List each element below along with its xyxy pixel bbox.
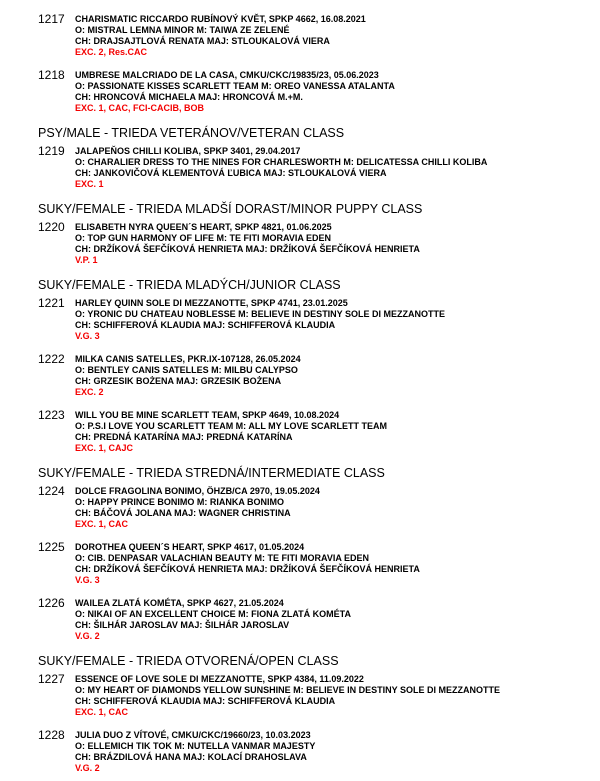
class-header: SUKY/FEMALE - TRIEDA OTVORENÁ/OPEN CLASS xyxy=(38,654,339,668)
catalog-entry xyxy=(38,486,580,530)
entry-breeder-owner: CH: JANKOVIČOVÁ KLEMENTOVÁ ĽUBICA MAJ: STLOUKALOVÁ VIERA xyxy=(75,168,387,178)
entry-parents: O: MY HEART OF DIAMONDS YELLOW SUNSHINE M: BELIEVE IN DESTINY SOLE DI MEZZANOTTE xyxy=(75,685,501,695)
entry-title: DOROTHEA QUEEN´S HEART, SPKP 4617, 01.05.2024 xyxy=(75,542,305,552)
entry-breeder-owner: CH: DRŽÍKOVÁ ŠEFČÍKOVÁ HENRIETA MAJ: DRŽÍKOVÁ ŠEFČÍKOVÁ HENRIETA xyxy=(75,244,420,254)
entry-breeder-owner: CH: PREDNÁ KATARÍNA MAJ: PREDNÁ KATARÍNA xyxy=(75,432,293,442)
class-header: SUKY/FEMALE - TRIEDA MLADŠÍ DORAST/MINOR PUPPY CLASS xyxy=(38,202,423,216)
class-header: SUKY/FEMALE - TRIEDA STREDNÁ/INTERMEDIATE CLASS xyxy=(38,466,385,480)
entry-body xyxy=(75,14,580,58)
entry-number: 1218 xyxy=(38,68,65,82)
entry-breeder-owner: CH: DRAJSAJTLOVÁ RENATA MAJ: STLOUKALOVÁ VIERA xyxy=(75,36,330,46)
entry-parents: O: CIB. DENPASAR VALACHIAN BEAUTY M: TE FITI MORAVIA EDEN xyxy=(75,553,370,563)
entry-result: V.G. 3 xyxy=(75,575,100,585)
entry-breeder-owner: CH: BRÁZDILOVÁ HANA MAJ: KOLACÍ DRAHOSLAVA xyxy=(75,752,307,762)
entry-number: 1227 xyxy=(38,672,65,686)
entry-body xyxy=(75,598,580,642)
catalog-entry xyxy=(38,542,580,586)
entry-title: ELISABETH NYRA QUEEN´S HEART, SPKP 4821, 01.06.2025 xyxy=(75,222,332,232)
entry-number: 1226 xyxy=(38,596,65,610)
entry-parents: O: YRONIC DU CHATEAU NOBLESSE M: BELIEVE IN DESTINY SOLE DI MEZZANOTTE xyxy=(75,309,446,319)
entry-title: WAILEA ZLATÁ KOMÉTA, SPKP 4627, 21.05.2024 xyxy=(75,598,284,608)
entry-title: HARLEY QUINN SOLE DI MEZZANOTTE, SPKP 4741, 23.01.2025 xyxy=(75,298,348,308)
entry-body xyxy=(75,730,580,774)
entry-result: EXC. 1 xyxy=(75,179,104,189)
entry-body xyxy=(75,298,580,342)
entry-body xyxy=(75,674,580,718)
entry-body xyxy=(75,70,580,114)
entry-number: 1222 xyxy=(38,352,65,366)
entry-title: UMBRESE MALCRIADO DE LA CASA, CMKU/CKC/19835/23, 05.06.2023 xyxy=(75,70,379,80)
entry-title: JULIA DUO Z VÍTOVÉ, CMKU/CKC/19660/23, 10.03.2023 xyxy=(75,730,311,740)
catalog-entry xyxy=(38,598,580,642)
entry-title: MILKA CANIS SATELLES, PKR.IX-107128, 26.05.2024 xyxy=(75,354,301,364)
entry-number: 1219 xyxy=(38,144,65,158)
entry-number: 1228 xyxy=(38,728,65,742)
entry-parents: O: P.S.I LOVE YOU SCARLETT TEAM M: ALL MY LOVE SCARLETT TEAM xyxy=(75,421,388,431)
entry-number: 1223 xyxy=(38,408,65,422)
entry-result: EXC. 1, CAC, FCI-CACIB, BOB xyxy=(75,103,205,113)
entry-number: 1224 xyxy=(38,484,65,498)
catalog-entry xyxy=(38,146,580,190)
entry-parents: O: MISTRAL LEMNA MINOR M: TAIWA ZE ZELENÉ xyxy=(75,25,290,35)
entry-breeder-owner: CH: BÁČOVÁ JOLANA MAJ: WAGNER CHRISTINA xyxy=(75,508,291,518)
catalog-entry xyxy=(38,674,580,718)
class-header: PSY/MALE - TRIEDA VETERÁNOV/VETERAN CLASS xyxy=(38,126,345,140)
entry-title: ESSENCE OF LOVE SOLE DI MEZZANOTTE, SPKP 4384, 11.09.2022 xyxy=(75,674,364,684)
entry-parents: O: BENTLEY CANIS SATELLES M: MILBU CALYPSO xyxy=(75,365,298,375)
catalog-entry xyxy=(38,222,580,266)
entry-body xyxy=(75,486,580,530)
entry-breeder-owner: CH: HRONCOVÁ MICHAELA MAJ: HRONCOVÁ M.+M. xyxy=(75,92,303,102)
entry-number: 1217 xyxy=(38,12,65,26)
entry-parents: O: ELLEMICH TIK TOK M: NUTELLA VANMAR MAJESTY xyxy=(75,741,316,751)
entry-parents: O: PASSIONATE KISSES SCARLETT TEAM M: OREO VANESSA ATALANTA xyxy=(75,81,395,91)
entry-title: DOLCE FRAGOLINA BONIMO, ÖHZB/CA 2970, 19.05.2024 xyxy=(75,486,320,496)
entry-parents: O: TOP GUN HARMONY OF LIFE M: TE FITI MORAVIA EDEN xyxy=(75,233,332,243)
entry-title: JALAPEŇOS CHILLI KOLIBA, SPKP 3401, 29.04.2017 xyxy=(75,146,301,156)
class-header: SUKY/FEMALE - TRIEDA MLADÝCH/JUNIOR CLASS xyxy=(38,278,341,292)
entry-title: WILL YOU BE MINE SCARLETT TEAM, SPKP 4649, 10.08.2024 xyxy=(75,410,340,420)
entry-number: 1225 xyxy=(38,540,65,554)
entry-body xyxy=(75,354,580,398)
entry-result: EXC. 2 xyxy=(75,387,104,397)
entry-parents: O: CHARALIER DRESS TO THE NINES FOR CHARLESWORTH M: DELICATESSA CHILLI KOLIBA xyxy=(75,157,488,167)
entry-result: V.G. 3 xyxy=(75,331,100,341)
entry-body xyxy=(75,542,580,586)
catalog-entry xyxy=(38,298,580,342)
entry-number: 1221 xyxy=(38,296,65,310)
entry-result: V.G. 2 xyxy=(75,631,100,641)
catalog-entry xyxy=(38,14,580,58)
catalog-entry xyxy=(38,354,580,398)
entry-title: CHARISMATIC RICCARDO RUBÍNOVÝ KVĚT, SPKP 4662, 16.08.2021 xyxy=(75,14,366,24)
entry-number: 1220 xyxy=(38,220,65,234)
entry-result: V.G. 2 xyxy=(75,763,100,773)
entry-breeder-owner: CH: GRZESIK BOŻENA MAJ: GRZESIK BOŻENA xyxy=(75,376,282,386)
catalog-entry xyxy=(38,70,580,114)
entry-result: EXC. 1, CAJC xyxy=(75,443,134,453)
entry-breeder-owner: CH: SCHIFFEROVÁ KLAUDIA MAJ: SCHIFFEROVÁ KLAUDIA xyxy=(75,320,336,330)
entry-result: V.P. 1 xyxy=(75,255,98,265)
catalog-entry xyxy=(38,730,580,774)
entry-result: EXC. 1, CAC xyxy=(75,519,129,529)
catalog-entry xyxy=(38,410,580,454)
entry-body xyxy=(75,222,580,266)
entry-result: EXC. 1, CAC xyxy=(75,707,129,717)
entry-breeder-owner: CH: DRŽÍKOVÁ ŠEFČÍKOVÁ HENRIETA MAJ: DRŽÍKOVÁ ŠEFČÍKOVÁ HENRIETA xyxy=(75,564,420,574)
entry-body xyxy=(75,146,580,190)
entry-breeder-owner: CH: SCHIFFEROVÁ KLAUDIA MAJ: SCHIFFEROVÁ KLAUDIA xyxy=(75,696,336,706)
entry-breeder-owner: CH: ŠILHÁR JAROSLAV MAJ: ŠILHÁR JAROSLAV xyxy=(75,620,290,630)
entry-body xyxy=(75,410,580,454)
entry-result: EXC. 2, Res.CAC xyxy=(75,47,148,57)
entry-parents: O: NIKAI OF AN EXCELLENT CHOICE M: FIONA ZLATÁ KOMÉTA xyxy=(75,609,351,619)
entry-parents: O: HAPPY PRINCE BONIMO M: RIANKA BONIMO xyxy=(75,497,285,507)
